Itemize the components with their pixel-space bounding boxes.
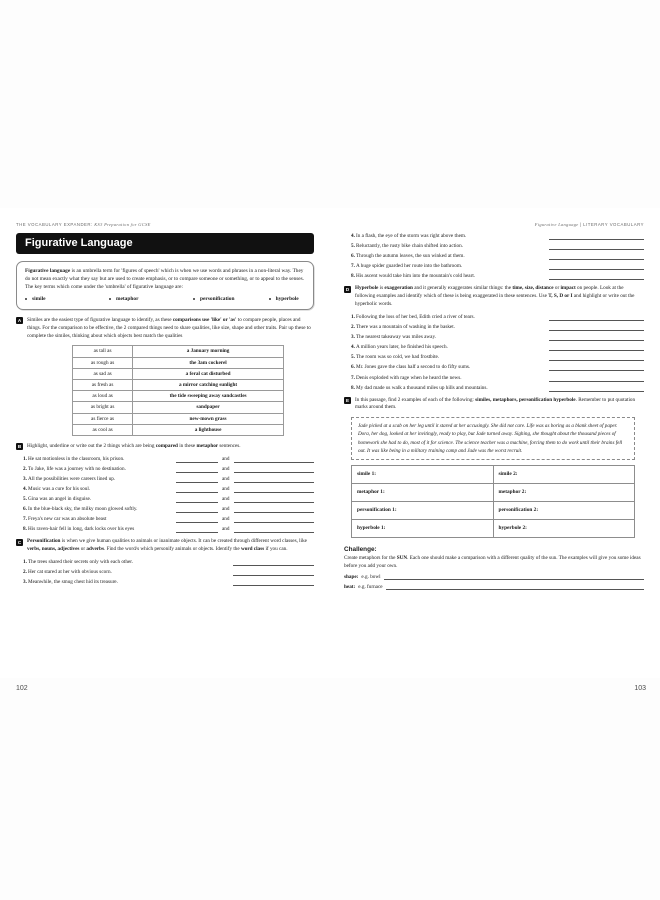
key-term-label: personification (200, 295, 235, 302)
item-number: 8. (351, 273, 355, 280)
bullet-icon (109, 298, 111, 300)
task-c-continued-list (344, 233, 644, 280)
item-number: 8. (351, 384, 355, 391)
key-term-metaphor (109, 295, 193, 303)
item-text: The trees shared their secrets only with each other. (28, 559, 134, 566)
intro-body-text: is an umbrella term for 'figures of speech' which is when we use words and phrases in a non-literal way. They do not mean exactly what they say but are used to create emphasis, or to compare someone or something, or to appeal to the senses. The key terms which come under the 'umbrella' of figurative language are: (25, 268, 305, 291)
task-a (16, 317, 314, 340)
task-d-text-4: on people. Look at the following examples and identify which of these is being exaggerated in these sentences. Use (355, 285, 624, 300)
page-number-left: 102 (16, 685, 28, 692)
item-number: 7. (351, 374, 355, 381)
table-row (73, 424, 284, 435)
answer-blank[interactable] (549, 336, 644, 342)
answer-cell-hyperbole-2[interactable]: hyperbole 2: (493, 519, 635, 537)
list-item (16, 506, 314, 513)
task-e-instruction (355, 397, 644, 413)
task-c-bold-4: word class (240, 546, 265, 553)
task-c-bold-2: verbs, nouns, adjectives (27, 546, 80, 553)
left-page (0, 208, 330, 692)
task-d-bold-3: time, size, distance (512, 285, 554, 292)
challenge-prompt-shape (344, 574, 644, 580)
task-d-instruction (355, 285, 644, 308)
list-item (16, 559, 314, 566)
answer-joiner: and (222, 465, 230, 472)
item-number: 2. (23, 569, 27, 576)
answer-cell-simile-1[interactable]: simile 1: (352, 465, 494, 483)
task-c-question-list (16, 559, 314, 586)
key-term-label: metaphor (116, 295, 139, 302)
item-text: Denis exploded with rage when he heard the news. (356, 374, 462, 381)
task-e-text-2: . Remember to put quotation marks around them. (355, 396, 636, 411)
item-text: Through the autumn leaves, the sun winked at them. (356, 253, 465, 260)
answer-blank[interactable] (549, 386, 644, 392)
task-a-tag: A (17, 318, 22, 324)
challenge-prompt-label: heat: (344, 583, 356, 590)
simile-object[interactable]: sandpaper (133, 402, 284, 413)
task-c-tag: C (17, 539, 22, 545)
answer-blank-b[interactable] (234, 467, 315, 473)
item-text: A million years later, he finished his speech. (356, 344, 448, 351)
answer-blank-a[interactable] (176, 457, 218, 463)
answer-joiner: and (222, 516, 230, 523)
table-row (73, 413, 284, 424)
list-item (16, 569, 314, 576)
answer-blank-b[interactable] (234, 498, 315, 504)
task-a-text-2: to compare people, places and things. For the comparison to be effective, the 2 compared things need to share qualities, like size, shape and other traits. Pair up these to complete the similes, thinking about which objects best match the qualities (27, 316, 311, 339)
answer-blank[interactable] (233, 571, 314, 577)
task-a-bold-1: comparisons use 'like' or 'as' (172, 316, 237, 323)
list-item (16, 456, 314, 463)
answer-blank-a[interactable] (176, 498, 218, 504)
item-number: 7. (23, 516, 27, 523)
simile-stem[interactable]: as rough as (73, 357, 133, 368)
item-text: To Jake, life was a journey with no destination. (28, 465, 126, 472)
answer-blank-a[interactable] (176, 477, 218, 483)
answer-blank[interactable] (549, 255, 644, 261)
key-term-hyperbole (269, 295, 305, 303)
answer-blank-b[interactable] (234, 488, 315, 494)
item-text: All the possibilities were careers lined up. (28, 475, 116, 482)
answer-blank-a[interactable] (176, 488, 218, 494)
task-b (16, 443, 314, 451)
simile-stem[interactable]: as tall as (73, 346, 133, 357)
simile-object[interactable]: a feral cat disturbed (133, 368, 284, 379)
list-item (16, 579, 314, 586)
answer-blank-b[interactable] (234, 508, 315, 514)
table-row (73, 391, 284, 402)
item-number: 4. (351, 233, 355, 239)
task-d-bold-2: exaggeration (384, 285, 413, 292)
task-c-instruction (27, 538, 314, 554)
left-running-head (16, 222, 314, 227)
figurative-answers-table (351, 465, 635, 538)
challenge-prompt-heat (344, 584, 644, 590)
answer-blank[interactable] (549, 325, 644, 331)
item-number: 3. (351, 334, 355, 341)
answer-blank-b[interactable] (234, 518, 315, 524)
list-item (344, 354, 644, 361)
item-number: 7. (351, 263, 355, 270)
running-head-subtitle: KS3 Preparation for GCSE (94, 222, 151, 227)
bullet-icon (193, 298, 195, 300)
answer-blank-b[interactable] (234, 528, 315, 534)
task-d-text-3: or (553, 285, 561, 292)
challenge-answer-blank[interactable] (384, 575, 644, 581)
list-item (16, 526, 314, 533)
item-number: 2. (23, 465, 27, 472)
simile-object[interactable]: the 3am cockerel (133, 357, 284, 368)
running-head-section: LITERARY VOCABULARY (583, 222, 644, 227)
task-b-text-2: in these (177, 442, 197, 449)
task-c-bold-3: adverbs (86, 546, 104, 553)
page-title: Figurative Language (16, 233, 314, 254)
item-number: 3. (23, 579, 27, 586)
simile-object[interactable]: new-mown grass (133, 413, 284, 424)
simile-object[interactable]: the tide sweeping away sandcastles (133, 391, 284, 402)
item-number: 5. (351, 354, 355, 361)
item-text: Music was a cure for his soul. (28, 486, 91, 492)
item-number: 1. (23, 559, 27, 566)
list-item (16, 466, 314, 473)
item-text: Gina was an angel in disguise. (28, 496, 92, 503)
answer-blank[interactable] (549, 245, 644, 251)
answer-blank[interactable] (549, 346, 644, 352)
key-terms-list (25, 295, 305, 303)
item-text: The nearest takeaway was miles away. (356, 334, 437, 341)
key-term-simile (25, 295, 109, 303)
task-c-text-1: is when we give human qualities to animals or inanimate objects. It can be created through different word classes, like (60, 538, 307, 545)
answer-cell-metaphor-1[interactable]: metaphor 1: (352, 483, 494, 501)
challenge-prompt-example: e.g. furnace (358, 583, 383, 590)
list-item (344, 385, 644, 392)
task-b-bold-1: compared (155, 442, 178, 449)
task-b-instruction (27, 443, 314, 451)
item-number: 5. (351, 243, 355, 250)
list-item (344, 263, 644, 270)
task-c-text-2: or (79, 546, 87, 553)
task-d-text-5: and highlight or write out the hyperbolic words. (355, 293, 635, 308)
task-d-question-list (344, 314, 644, 392)
simile-object[interactable]: a mirror catching sunlight (133, 379, 284, 390)
intro-lead-term: Figurative language (25, 268, 71, 274)
table-row (73, 402, 284, 413)
task-d-text-1: is (378, 285, 385, 292)
task-c-bold-1: Personification (27, 538, 61, 545)
item-text: His raven-hair fell in long, dark locks over his eyes (28, 526, 135, 533)
answer-blank-b[interactable] (234, 457, 315, 463)
simile-stem[interactable]: as bright as (73, 402, 133, 413)
item-text: Meanwhile, the smug chest hid its treasure. (28, 579, 118, 586)
item-number: 2. (351, 323, 355, 330)
table-row (352, 483, 635, 501)
list-item (344, 375, 644, 382)
right-running-head (344, 222, 644, 227)
item-text: He sat motionless in the classroom, his prison. (28, 455, 125, 462)
running-head-series: THE VOCABULARY EXPANDER: (16, 222, 93, 227)
running-head-topic: Figurative Language (534, 222, 579, 227)
list-item (344, 344, 644, 351)
item-number: 5. (23, 496, 27, 503)
bullet-icon (269, 298, 271, 300)
task-d (344, 285, 644, 308)
reading-passage: Jade picked at a scab on her leg until it stared at her accusingly. She did not care. Life was as boring as a blank sheet of paper. Dora, her dog, looked at her invitingly, ready to play, but Jade turned away. Sighing, she thought about the thousand pieces of homework she had to do, most of it for science. The science teacher was a machine, forcing them to do work until their brains fell out. It was like being in a military training camp and Jade was the worst recruit. (351, 417, 635, 460)
table-row (73, 357, 284, 368)
simile-stem[interactable]: as sad as (73, 368, 133, 379)
list-item (16, 486, 314, 493)
bullet-icon (25, 298, 27, 300)
simile-object[interactable]: a January morning (133, 346, 284, 357)
list-item (16, 476, 314, 483)
simile-stem[interactable]: as fierce as (73, 413, 133, 424)
item-text: There was a mountain of washing in the basket. (356, 323, 455, 330)
simile-matching-table (72, 345, 284, 436)
item-number: 1. (351, 313, 355, 320)
list-item (344, 233, 644, 240)
item-text: In the blue-black sky, the milky moon glowed softly. (28, 506, 138, 513)
task-d-bold-5: T, S, D or I (548, 293, 573, 300)
item-text: The room was so cold, we had frostbite. (356, 354, 440, 361)
challenge-answer-blank[interactable] (386, 584, 644, 590)
list-item (344, 253, 644, 260)
list-item (16, 496, 314, 503)
answer-joiner: and (222, 475, 230, 482)
task-c (16, 538, 314, 554)
answer-blank[interactable] (549, 315, 644, 321)
answer-blank[interactable] (549, 275, 644, 281)
list-item (344, 273, 644, 280)
answer-joiner: and (222, 526, 230, 533)
item-number: 4. (23, 486, 27, 492)
item-text: Mr. Jones gave the class half a second to do fifty sums. (356, 364, 471, 371)
answer-cell-metaphor-2[interactable]: metaphor 2: (493, 483, 635, 501)
answer-cell-personification-1[interactable]: personification 1: (352, 501, 494, 519)
item-number: 6. (351, 253, 355, 260)
item-number: 3. (23, 475, 27, 482)
challenge-instruction (344, 555, 644, 571)
item-text: My dad made us walk a thousand miles up hills and mountains. (356, 384, 488, 391)
task-e-bold-1: similes, metaphors, personification hyperbole (475, 396, 576, 403)
item-number: 6. (351, 364, 355, 371)
page-number-right: 103 (634, 685, 646, 692)
answer-blank-b[interactable] (234, 477, 315, 483)
two-page-spread (0, 208, 660, 692)
table-row (73, 379, 284, 390)
task-c-text-4: if you can. (264, 546, 288, 553)
task-d-bold-4: impact (560, 285, 576, 292)
task-c-text-3: . Find the word/s which personify animals or objects. Identify the (103, 546, 241, 553)
challenge-text-2: . Each one should make a comparison with a different quality of the sun. The examples will give you some ideas before you add your own. (344, 554, 641, 569)
simile-stem[interactable]: as cool as (73, 424, 133, 435)
task-b-text-1: Highlight, underline or write out the 2 things which are being (27, 442, 156, 449)
simile-stem[interactable]: as fresh as (73, 379, 133, 390)
answer-joiner: and (222, 506, 230, 513)
challenge-bold: SUN (396, 554, 408, 561)
task-e (344, 397, 644, 413)
challenge-heading: Challenge: (344, 545, 377, 553)
item-text: Her cat stared at her with obvious scorn. (28, 569, 112, 576)
answer-blank-a[interactable] (176, 518, 218, 524)
item-text: Freya's new car was an absolute beast (28, 516, 107, 523)
answer-joiner: and (222, 496, 230, 503)
task-a-instruction (27, 317, 314, 340)
table-row (73, 368, 284, 379)
task-d-text-2: and it generally exaggerates similar things: the (412, 285, 513, 292)
list-item (344, 364, 644, 371)
answer-joiner: and (222, 455, 230, 462)
challenge-prompt-example: e.g. bowl (361, 574, 381, 581)
answer-blank[interactable] (233, 581, 314, 587)
answer-blank[interactable] (549, 265, 644, 271)
item-text: In a flash, the eye of the storm was right above them. (356, 233, 467, 239)
intro-definition-box (16, 261, 314, 310)
item-text: A huge spider guarded her route into the bathroom. (356, 263, 463, 270)
simile-object[interactable]: a lighthouse (133, 424, 284, 435)
item-number: 8. (23, 526, 27, 533)
answer-blank-a[interactable] (176, 528, 218, 534)
simile-stem[interactable]: as loud as (73, 391, 133, 402)
task-e-text-1: In this passage, find 2 examples of each of the following: (355, 396, 476, 403)
item-text: Reluctantly, the rusty bike chain shifted into action. (356, 243, 463, 250)
answer-blank[interactable] (549, 366, 644, 372)
table-row (352, 501, 635, 519)
task-b-tag: B (17, 444, 22, 450)
key-term-label: hyperbole (275, 295, 299, 302)
task-b-text-3: sentences. (218, 442, 241, 449)
task-b-question-list (16, 456, 314, 534)
task-d-bold-1: Hyperbole (355, 285, 379, 292)
answer-blank-a[interactable] (176, 508, 218, 514)
answer-cell-personification-2[interactable]: personification 2: (493, 501, 635, 519)
challenge-text-1: Create metaphors for the (344, 554, 397, 561)
answer-blank[interactable] (549, 356, 644, 362)
item-number: 1. (23, 455, 27, 462)
answers-table-body (352, 465, 635, 537)
item-number: 6. (23, 506, 27, 513)
table-row (352, 519, 635, 537)
table-row (352, 465, 635, 483)
right-page (330, 208, 660, 692)
key-term-label: simile (32, 295, 46, 302)
running-head-separator: | (580, 222, 582, 227)
simile-table-body (73, 346, 284, 436)
table-row (73, 346, 284, 357)
item-text: Following the loss of her bed, Edith cried a river of tears. (356, 313, 475, 320)
item-number: 4. (351, 344, 355, 351)
item-text: His ascent would take him into the mountain's cold heart. (356, 273, 476, 280)
answer-cell-simile-2[interactable]: simile 2: (493, 465, 635, 483)
task-b-bold-2: metaphor (196, 442, 219, 449)
list-item (344, 324, 644, 331)
task-e-tag: E (345, 398, 350, 404)
answer-blank[interactable] (549, 235, 644, 241)
answer-joiner: and (222, 486, 230, 492)
challenge-prompt-label: shape: (344, 574, 359, 581)
task-a-text-1: Similes are the easiest type of figurative language to identify, as these (27, 316, 173, 323)
list-item (344, 243, 644, 250)
answer-blank[interactable] (549, 376, 644, 382)
task-d-tag: D (345, 286, 350, 292)
answer-cell-hyperbole-1[interactable]: hyperbole 1: (352, 519, 494, 537)
key-term-personification (193, 295, 269, 303)
answer-blank-a[interactable] (176, 467, 218, 473)
list-item (16, 516, 314, 523)
list-item (344, 334, 644, 341)
answer-blank[interactable] (233, 561, 314, 567)
list-item (344, 314, 644, 321)
